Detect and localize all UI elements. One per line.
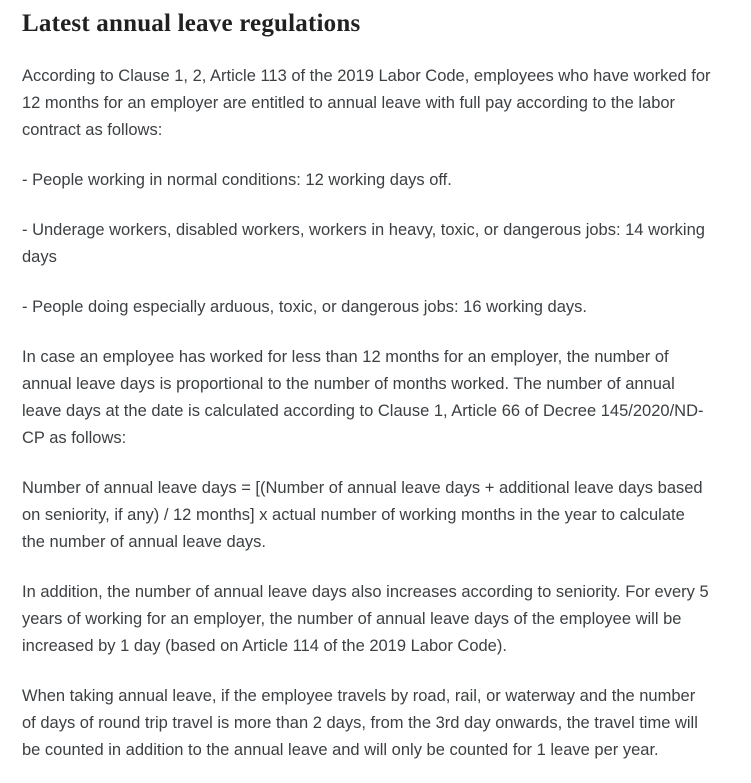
paragraph-seniority-increase: In addition, the number of annual leave days also increases according to seniority. For every 5 years of working for an employer, the number of annual leave days of the employee will be increased by 1 day (based on Article 114 of the 2019 Labor Code). — [22, 582, 709, 655]
list-item-arduous-jobs: - People doing especially arduous, toxic, or dangerous jobs: 16 working days. — [22, 297, 587, 316]
paragraph-travel-time: When taking annual leave, if the employee travels by road, rail, or waterway and the number of days of round trip travel is more than 2 days, from the 3rd day onwards, the travel time will be counted in addition to the annual leave and will only be counted for 1 leave per year. — [22, 686, 698, 759]
list-item-underage-workers: - Underage workers, disabled workers, workers in heavy, toxic, or dangerous jobs: 14 working days — [22, 220, 705, 266]
list-item-normal-conditions: - People working in normal conditions: 12 working days off. — [22, 170, 452, 189]
paragraph-less-than-12-months: In case an employee has worked for less than 12 months for an employer, the number of annual leave days is proportional to the number of months worked. The number of annual leave days at the date is calculated according to Clause 1, Article 66 of Decree 145/2020/ND-CP as follows: — [22, 347, 704, 447]
page-title: Latest annual leave regulations — [22, 10, 361, 37]
paragraph-intro: According to Clause 1, 2, Article 113 of the 2019 Labor Code, employees who have worked for 12 months for an employer are entitled to annual leave with full pay according to the labor contract as follows: — [22, 66, 711, 139]
paragraph-leave-days-formula: Number of annual leave days = [(Number of annual leave days + additional leave days based on seniority, if any) / 12 months] x actual number of working months in the year to calculate the number of annual leave days. — [22, 478, 703, 551]
